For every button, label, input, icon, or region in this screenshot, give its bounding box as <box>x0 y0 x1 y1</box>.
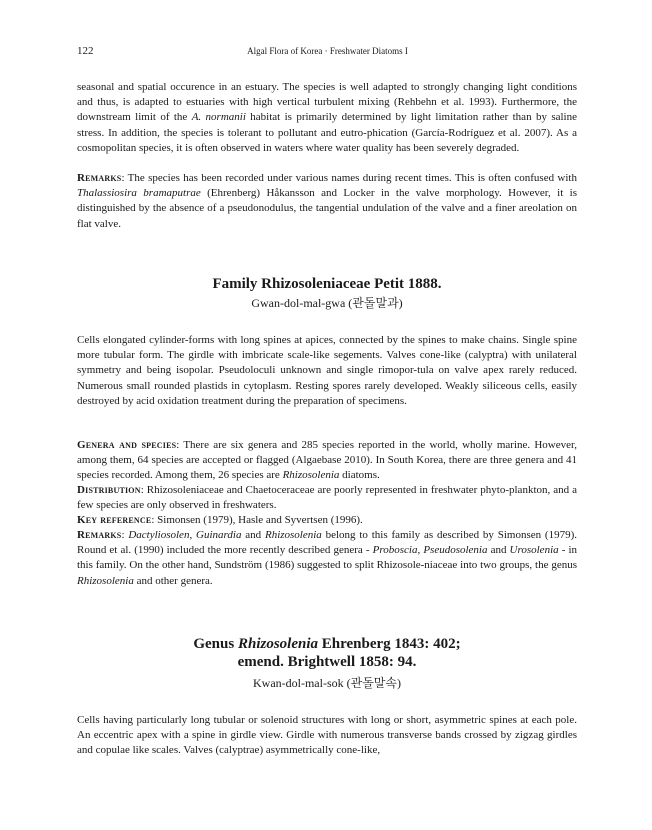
genus-title-line2: emend. Brightwell 1858: 94. <box>237 654 417 670</box>
genus-name: Rhizosolenia <box>264 529 322 541</box>
genus-description: Cells having particularly long tubular or solenoid structures with long or short, asymmetric spines at each pole. An eccentric apex with a spine in girdle view. Girdle with numerous transverse bands crossed by zigzag girdles and copulae like scales. Valves (calyptrae) asymmetrically cone-like, <box>77 714 577 757</box>
ecology-paragraph <box>77 80 577 156</box>
text-run: : Rhizosoleniaceae and Chaetoceraceae are poorly represented in freshwater phyto-plankton, and a few species are only observed in freshwaters. <box>77 484 577 512</box>
genus-name: Dactyliosolen <box>128 529 190 541</box>
text-run: , <box>417 544 424 557</box>
text-run: seasonal and spatial occurence in an estuary. The species is well adapted to strongly changing light conditions and thus, is adapted to estuaries with high vertical turbulent mixing (Rehbehn et al. 1993). Furthermore, the downstream limit of the <box>77 81 577 124</box>
text-run: habitat is primarily determined by light limitation rather than by saline stress. In addition, the species is tolerant to pollutant and eutro-phication (García-Rodríguez et al. 2007). As a cosmopolitan species, it is often observed in waters where water quality has been severely degraded. <box>77 111 577 154</box>
genus-title <box>77 636 577 653</box>
remarks-label: Remarks <box>77 529 122 541</box>
genus-name: Rhizosolenia <box>77 574 134 587</box>
text-run: : Simonsen (1979), Hasle and Syvertsen (1996). <box>151 514 363 526</box>
text-run: and <box>241 529 265 541</box>
key-reference-paragraph <box>77 513 577 528</box>
text-run: , <box>189 529 197 541</box>
page-number: 122 <box>77 45 94 57</box>
remarks-paragraph <box>77 171 577 232</box>
title-text: Genus <box>193 636 238 652</box>
distribution-paragraph <box>77 483 577 513</box>
genus-title-name: Rhizosolenia <box>237 636 318 652</box>
text-run: belong to this family as described by Simonsen (1979). Round et al. (1990) included the more recently described genera - <box>77 529 577 557</box>
family-subtitle: Gwan-dol-mal-gwa (관돌말과) <box>251 296 403 310</box>
text-run: - in this family. On the other hand, Sundström (1986) suggested to split Rhizosole-niaceae into two groups, the genus <box>77 544 578 572</box>
genus-subtitle: Kwan-dol-mal-sok (관돌말속) <box>252 676 401 690</box>
key-reference-label: Key reference <box>77 514 152 526</box>
text-run: (Ehrenberg) Håkansson and Locker in the valve morphology. However, it is distinguished by the absence of a pseudonodulus, the tangential undulation of the valve and a finer areolation on flat valve. <box>77 187 577 230</box>
genera-species-paragraph <box>77 438 577 484</box>
genus-name: Proboscia <box>372 544 418 557</box>
family-title: Family Rhizosoleniaceae Petit 1888. <box>212 276 442 292</box>
text-run: and <box>487 544 510 557</box>
text-run: and other genera. <box>133 574 213 587</box>
page-header <box>77 45 578 59</box>
remarks-label: Remarks <box>77 172 122 184</box>
text-run: : The species has been recorded under various names during recent times. This is often confused with <box>121 172 577 184</box>
genus-name: Rhizosolenia <box>282 469 340 482</box>
family-remarks-paragraph <box>77 528 577 589</box>
genera-label: Genera and species <box>77 439 177 451</box>
title-text: Ehrenberg 1843: 402; <box>318 636 461 652</box>
text-run: : <box>121 529 129 541</box>
text-run: diatoms. <box>339 469 380 482</box>
species-name: Thalassiosira bramaputrae <box>77 187 201 200</box>
running-title: Algal Flora of Korea · Freshwater Diatoms I <box>247 46 408 56</box>
family-description: Cells elongated cylinder-forms with long spines at apices, connected by the spines to make chains. Single spine more tubular form. The girdle with imbricate scale-like segements. Valves cone-like (calyptra) with unilateral symmetry and being isopolar. Pseudoloculi unknown and single rimopor-tula on valve apex rarely reduced. Numerous small rounded plastids in cytoplasm. Resting spores rarely developed. Weakly siliceous cells, easily destroyed by acid oxidation treatment during the preparation of specimens. <box>77 334 577 407</box>
species-name: A. normanii <box>191 111 246 124</box>
genus-name: Guinardia <box>196 529 242 541</box>
genus-name: Urosolenia <box>509 544 559 557</box>
distribution-label: Distribution <box>77 484 141 496</box>
text-run: : There are six genera and 285 species reported in the world, wholly marine. However, among them, 64 species are accepted or flagged (Algaebase 2010). In South Korea, there are three genera and 41 species recorded. Among them, 26 species are <box>77 439 577 482</box>
genus-name: Pseudosolenia <box>423 544 488 557</box>
